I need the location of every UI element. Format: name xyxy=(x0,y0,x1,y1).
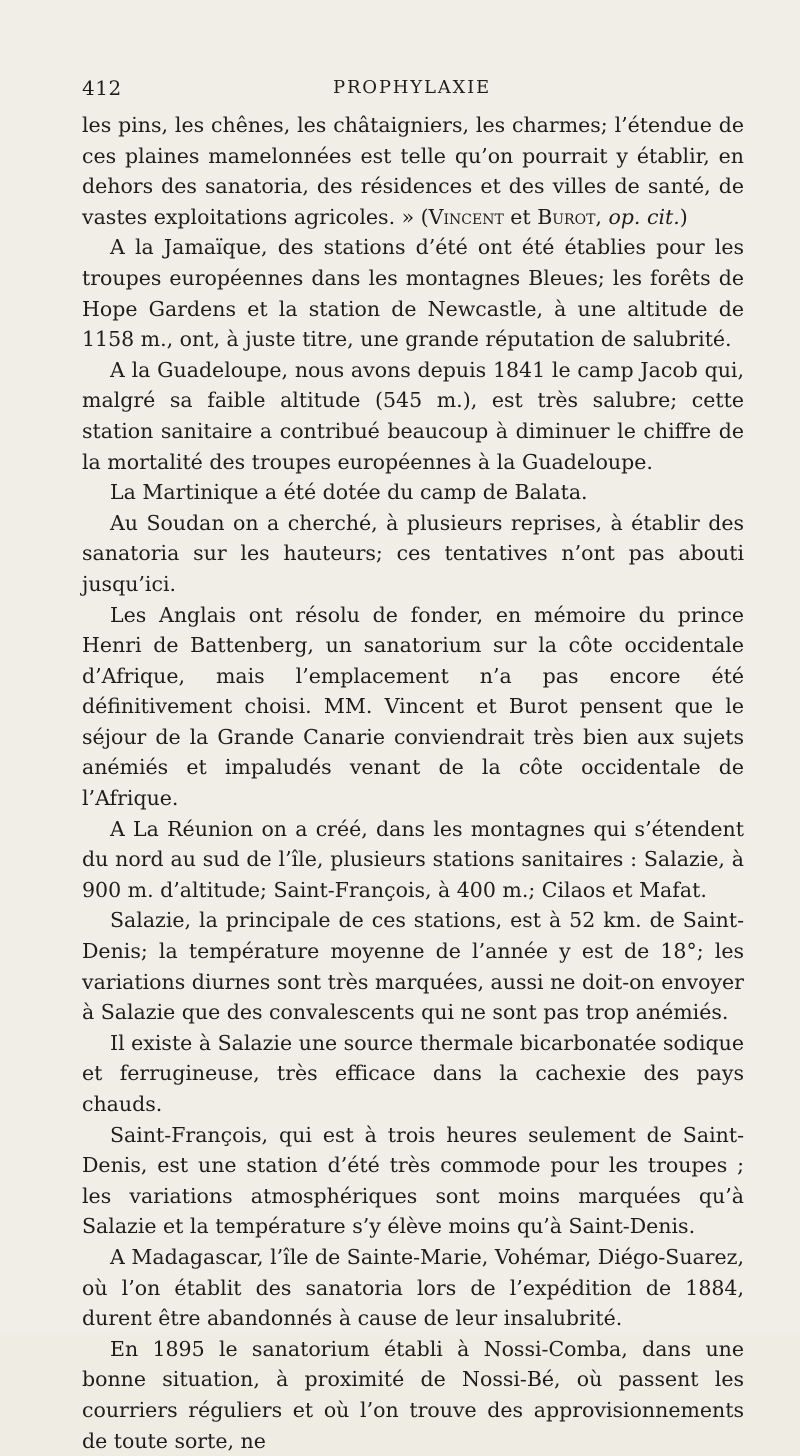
paragraph: Les Anglais ont résolu de fonder, en mémoire du prince Henri de Battenberg, un sanatorium sur la côte occidentale d’Afrique, mais l’emplacement n’a pas encore été définitivement choisi. MM. Vincent et Burot pensent que le séjour de la Grande Canarie conviendrait très bien aux sujets anémiés et impaludés venant de la côte occidentale de l’Afrique. xyxy=(82,602,744,811)
text-run: , xyxy=(595,204,609,229)
paragraph: Salazie, la principale de ces stations, est à 52 km. de Saint-Denis; la température moyenne de l’année y est de 18°; les variations diurnes sont très marquées, aussi ne doit-on envoyer à Salazie que des convalescents qui ne sont pas trop anémiés. xyxy=(82,908,744,1025)
text-run: ) xyxy=(679,204,688,229)
paragraph: A Madagascar, l’île de Sainte-Marie, Vohémar, Diégo-Suarez, où l’on établit des sanatoria lors de l’expédition de 1884, durent être abandonnés à cause de leur insalubrité. xyxy=(82,1244,744,1331)
paragraph: A La Réunion on a créé, dans les montagnes qui s’étendent du nord au sud de l’île, plusieurs stations sanitaires : Salazie, à 900 m. d’altitude; Saint-François, à 400 m.; Cilaos et Mafat. xyxy=(82,816,744,902)
author-name: Vincent xyxy=(428,204,504,229)
paragraph: La Martinique a été dotée du camp de Balata. xyxy=(110,480,588,505)
author-name: Burot xyxy=(537,204,596,229)
paragraph: Au Soudan on a cherché, à plusieurs reprises, à établir des sanatoria sur les hauteurs; ces tentatives n’ont pas abouti jusqu’ici. xyxy=(82,510,744,596)
paragraph-continued xyxy=(82,110,744,232)
paragraph: A la Guadeloupe, nous avons depuis 1841 le camp Jacob qui, malgré sa faible altitude (545 m.), est très salubre; cette station sanitaire a contribué beaucoup à diminuer le chiffre de la mortalité des troupes européennes à la Guadeloupe. xyxy=(82,357,744,474)
running-title: PROPHYLAXIE xyxy=(333,77,491,98)
page-number: 412 xyxy=(82,76,122,100)
text-run: les pins, les chênes, les châtaigniers, les charmes; l’étendue de ces plaines mamelonnées est telle qu’on pourrait y établir, en dehors des sanatoria, des résidences et des villes de santé, de vastes exploitations agricoles. » ( xyxy=(82,113,744,229)
page-header xyxy=(82,76,742,104)
paragraph: Il existe à Salazie une source thermale bicarbonatée sodique et ferrugineuse, très efficace dans la cachexie des pays chauds. xyxy=(82,1030,744,1116)
text-run: et xyxy=(503,204,538,229)
paragraph: En 1895 le sanatorium établi à Nossi-Comba, dans une bonne situation, à proximité de Nossi-Bé, où passent les courriers réguliers et où l’on trouve des approvisionnements de toute sorte, ne xyxy=(82,1336,744,1453)
body-text xyxy=(82,110,744,1456)
citation-abbrev: op. cit. xyxy=(608,204,680,229)
paragraph: Saint-François, qui est à trois heures seulement de Saint-Denis, est une station d’été très commode pour les troupes ; les variations atmosphériques sont moins marquées qu’à Salazie et la température s’y élève moins qu’à Saint-Denis. xyxy=(82,1122,744,1239)
paragraph: A la Jamaïque, des stations d’été ont été établies pour les troupes européennes dans les montagnes Bleues; les forêts de Hope Gardens et la station de Newcastle, à une altitude de 1158 m., ont, à juste titre, une grande réputation de salubrité. xyxy=(82,235,744,352)
